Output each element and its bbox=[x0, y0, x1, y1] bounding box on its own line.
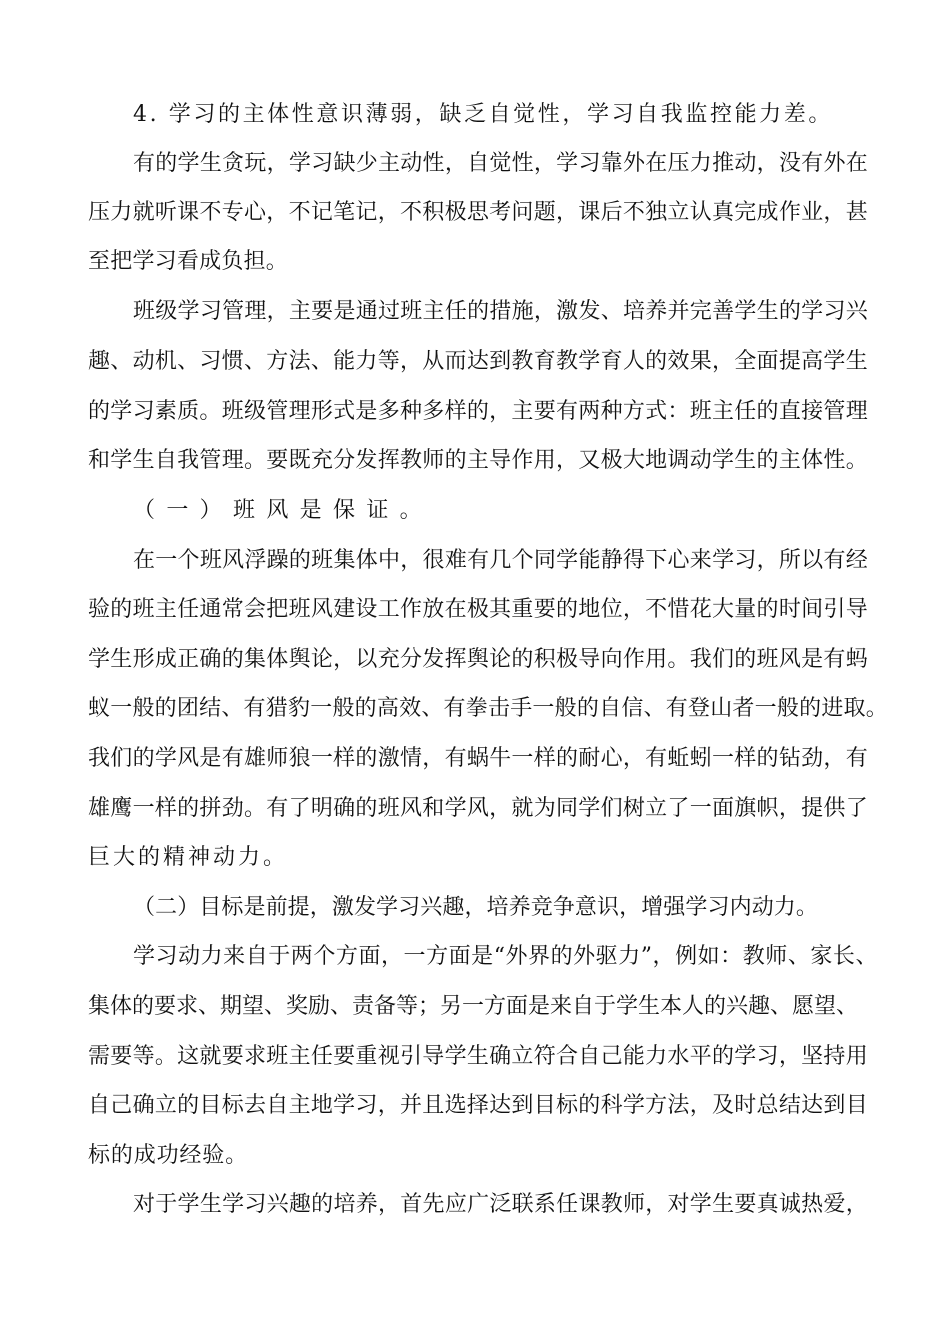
body-text-line: 有的学生贪玩，学习缺少主动性，自觉性，学习靠外在压力推动，没有外在 bbox=[133, 151, 868, 176]
body-text-line: 和学生自我管理。要既充分发挥教师的主导作用，又极大地调动学生的主体性。 bbox=[88, 448, 868, 473]
body-text-line: 标的成功经验。 bbox=[88, 1143, 248, 1168]
body-text-line: 需要等。这就要求班主任要重视引导学生确立符合自己能力水平的学习，坚持用 bbox=[88, 1044, 868, 1069]
section-heading: （二）目标是前提，激发学习兴趣，培养竞争意识，增强学习内动力。 bbox=[133, 895, 818, 920]
body-text-line: 巨大的精神动力。 bbox=[88, 845, 288, 870]
body-text-line: 验的班主任通常会把班风建设工作放在极其重要的地位，不惜花大量的时间引导 bbox=[88, 597, 868, 622]
body-text-line: 雄鹰一样的拼劲。有了明确的班风和学风，就为同学们树立了一面旗帜，提供了 bbox=[88, 796, 868, 821]
body-text-line: 压力就听课不专心，不记笔记，不积极思考问题，课后不独立认真完成作业，甚 bbox=[88, 200, 868, 225]
body-text-line: 学生形成正确的集体舆论，以充分发挥舆论的积极导向作用。我们的班风是有蚂 bbox=[88, 647, 868, 672]
body-text-line: 至把学习看成负担。 bbox=[88, 249, 288, 274]
body-text-line: 的学习素质。班级管理形式是多种多样的，主要有两种方式：班主任的直接管理 bbox=[88, 399, 868, 424]
section-heading: （一）班风是保证。 bbox=[133, 498, 433, 523]
body-text-line: 集体的要求、期望、奖励、责备等；另一方面是来自于学生本人的兴趣、愿望、 bbox=[88, 994, 858, 1019]
body-text-line: 4. 学习的主体性意识薄弱，缺乏自觉性，学习自我监控能力差。 bbox=[133, 102, 833, 127]
body-text-line: 我们的学风是有雄师狼一样的激情，有蜗牛一样的耐心，有蚯蚓一样的钻劲，有 bbox=[88, 746, 868, 771]
body-text-line: 趣、动机、习惯、方法、能力等，从而达到教育教学育人的效果，全面提高学生 bbox=[88, 349, 868, 374]
body-text-line: 学习动力来自于两个方面，一方面是“外界的外驱力”，例如：教师、家长、 bbox=[133, 944, 878, 969]
body-text-line: 自己确立的目标去自主地学习，并且选择达到目标的科学方法，及时总结达到目 bbox=[88, 1093, 868, 1118]
body-text-line: 班级学习管理，主要是通过班主任的措施，激发、培养并完善学生的学习兴 bbox=[133, 299, 868, 324]
body-text-line: 在一个班风浮躁的班集体中，很难有几个同学能静得下心来学习，所以有经 bbox=[133, 548, 868, 573]
body-text-line: 对于学生学习兴趣的培养，首先应广泛联系任课教师，对学生要真诚热爱， bbox=[133, 1192, 868, 1217]
body-text-line: 蚁一般的团结、有猎豹一般的高效、有拳击手一般的自信、有登山者一般的进取。 bbox=[88, 696, 888, 721]
